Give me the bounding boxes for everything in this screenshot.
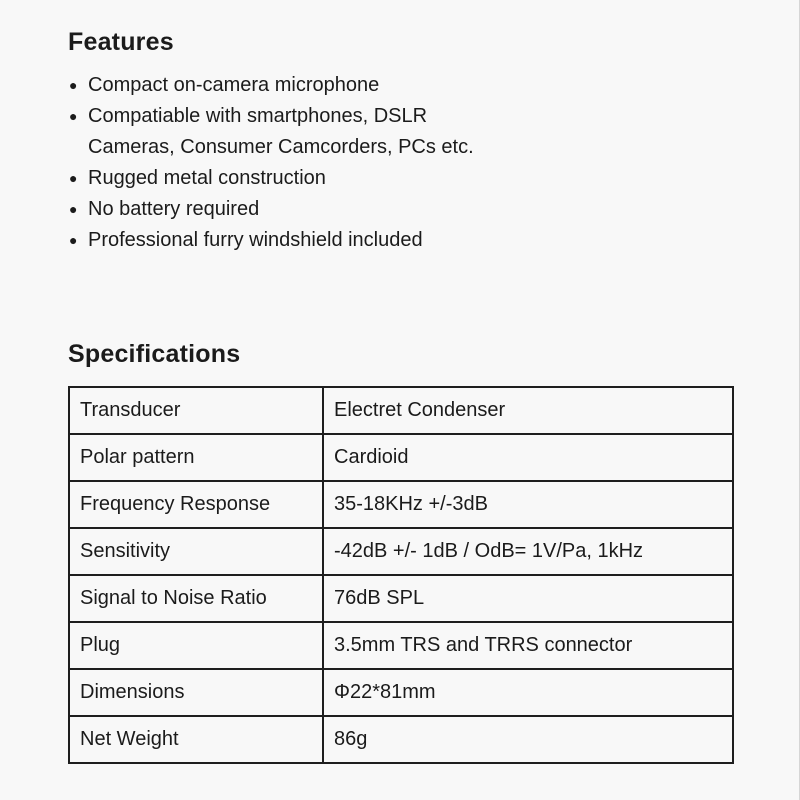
spec-value: 3.5mm TRS and TRRS connector (323, 622, 733, 669)
feature-text: Compact on-camera microphone (88, 74, 380, 96)
table-row (69, 528, 733, 575)
spec-value: 86g (323, 716, 733, 763)
spec-label: Plug (69, 622, 323, 669)
spec-label: Net Weight (69, 716, 323, 763)
bullet-icon: ● (69, 170, 78, 186)
feature-item (68, 70, 518, 101)
feature-item (68, 101, 518, 163)
table-row (69, 575, 733, 622)
feature-text: No battery required (88, 198, 260, 220)
table-row (69, 669, 733, 716)
spec-value: Φ22*81mm (323, 669, 733, 716)
feature-text: Professional furry windshield included (88, 229, 423, 251)
spec-label: Polar pattern (69, 434, 323, 481)
feature-item (68, 163, 518, 194)
table-row (69, 622, 733, 669)
bullet-icon: ● (69, 108, 78, 124)
spec-value: 35-18KHz +/-3dB (323, 481, 733, 528)
table-row (69, 481, 733, 528)
feature-text: Compatiable with smartphones, DSLR Cameras, Consumer Camcorders, PCs etc. (88, 105, 474, 158)
bullet-icon: ● (69, 77, 78, 93)
spec-value: Electret Condenser (323, 387, 733, 434)
specifications-heading: Specifications (68, 340, 241, 368)
feature-text: Rugged metal construction (88, 167, 326, 189)
spec-label: Dimensions (69, 669, 323, 716)
table-row (69, 716, 733, 763)
spec-label: Signal to Noise Ratio (69, 575, 323, 622)
bullet-icon: ● (69, 232, 78, 248)
spec-label: Sensitivity (69, 528, 323, 575)
features-heading: Features (68, 28, 174, 56)
spec-value: -42dB +/- 1dB / OdB= 1V/Pa, 1kHz (323, 528, 733, 575)
features-list (68, 70, 518, 256)
table-row (69, 387, 733, 434)
spec-value: Cardioid (323, 434, 733, 481)
feature-item (68, 194, 518, 225)
spec-label: Frequency Response (69, 481, 323, 528)
table-row (69, 434, 733, 481)
feature-item (68, 225, 518, 256)
bullet-icon: ● (69, 201, 78, 217)
spec-value: 76dB SPL (323, 575, 733, 622)
specifications-table (68, 386, 734, 764)
spec-label: Transducer (69, 387, 323, 434)
